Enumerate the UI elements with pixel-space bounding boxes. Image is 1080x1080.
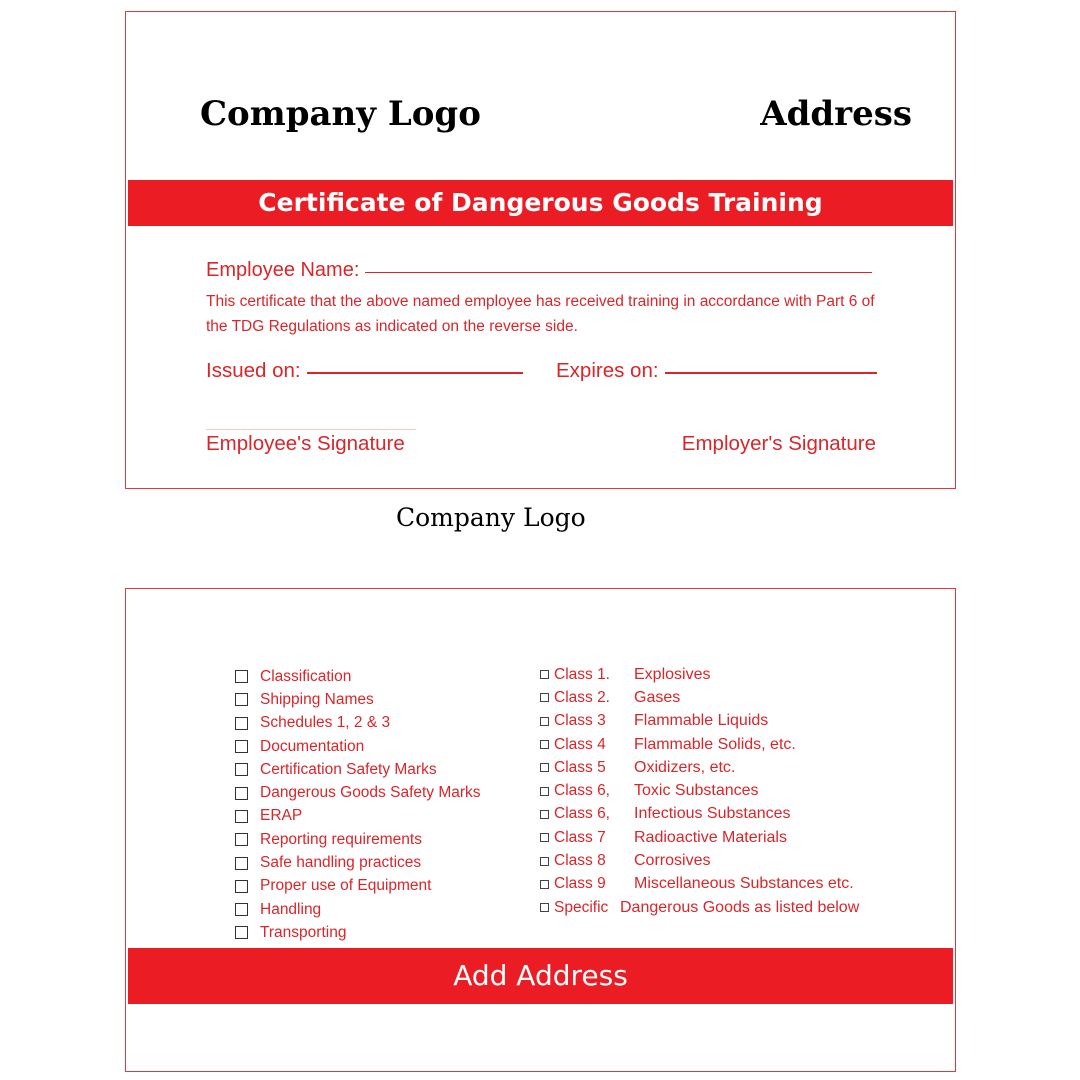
topic-label: Handling — [260, 900, 322, 918]
checkbox-icon[interactable] — [235, 717, 248, 730]
class-description: Corrosives — [634, 852, 711, 870]
topic-item[interactable] — [235, 712, 481, 735]
employee-signature-line — [206, 429, 416, 430]
company-logo-placeholder: Company Logo — [200, 94, 481, 134]
expires-on-line — [665, 372, 877, 374]
class-description: Flammable Liquids — [634, 712, 769, 730]
checkbox-icon[interactable] — [540, 763, 549, 772]
class-item[interactable] — [540, 803, 859, 826]
topic-label: Schedules 1, 2 & 3 — [260, 714, 391, 732]
class-name: Class 7 — [554, 828, 606, 846]
class-description: Toxic Substances — [634, 782, 759, 800]
training-topics-list — [235, 665, 481, 945]
employer-signature-label: Employer's Signature — [681, 432, 876, 455]
checkbox-icon[interactable] — [540, 903, 549, 912]
employee-signature-label: Employee's Signature — [206, 432, 405, 455]
checkbox-icon[interactable] — [235, 880, 248, 893]
topic-item[interactable] — [235, 921, 481, 944]
class-description: Dangerous Goods as listed below — [620, 898, 860, 916]
checkbox-icon[interactable] — [235, 763, 248, 776]
employee-name-label: Employee Name: — [206, 259, 360, 281]
checkbox-icon[interactable] — [235, 857, 248, 870]
issued-on-field[interactable] — [206, 359, 523, 383]
expires-on-field[interactable] — [556, 359, 877, 383]
checkbox-icon[interactable] — [235, 787, 248, 800]
checkbox-icon[interactable] — [540, 693, 549, 702]
class-name: Class 2. — [554, 688, 610, 706]
certificate-back — [125, 588, 956, 1072]
class-description: Flammable Solids, etc. — [634, 735, 796, 753]
class-name: Class 1. — [554, 665, 610, 683]
address-placeholder: Address — [760, 94, 912, 134]
employee-name-field[interactable] — [206, 259, 872, 282]
class-item[interactable] — [540, 873, 859, 896]
checkbox-icon[interactable] — [540, 740, 549, 749]
employee-name-line — [365, 272, 872, 273]
checkbox-icon[interactable] — [540, 717, 549, 726]
topic-item[interactable] — [235, 898, 481, 921]
topic-item[interactable] — [235, 688, 481, 711]
class-name: Class 4 — [554, 735, 606, 753]
topic-label: Classification — [260, 667, 352, 685]
certificate-front — [125, 11, 956, 489]
class-item[interactable] — [540, 779, 859, 802]
topic-label: Transporting — [260, 923, 347, 941]
class-name: Class 9 — [554, 875, 606, 893]
class-item[interactable] — [540, 896, 859, 919]
topic-label: Dangerous Goods Safety Marks — [260, 784, 481, 802]
class-item[interactable] — [540, 849, 859, 872]
checkbox-icon[interactable] — [235, 693, 248, 706]
class-description: Radioactive Materials — [634, 828, 787, 846]
class-description: Gases — [634, 688, 681, 706]
topic-item[interactable] — [235, 735, 481, 758]
checkbox-icon[interactable] — [540, 833, 549, 842]
class-item[interactable] — [540, 710, 859, 733]
class-description: Miscellaneous Substances etc. — [634, 875, 854, 893]
topic-label: Reporting requirements — [260, 830, 422, 848]
class-name: Class 6, — [554, 805, 610, 823]
issued-on-label: Issued on: — [206, 359, 301, 382]
checkbox-icon[interactable] — [235, 810, 248, 823]
topic-item[interactable] — [235, 665, 481, 688]
topic-item[interactable] — [235, 805, 481, 828]
class-description: Oxidizers, etc. — [634, 758, 736, 776]
topic-item[interactable] — [235, 781, 481, 804]
class-description: Infectious Substances — [634, 805, 791, 823]
checkbox-icon[interactable] — [235, 670, 248, 683]
class-description: Explosives — [634, 665, 711, 683]
checkbox-icon[interactable] — [235, 926, 248, 939]
topic-label: Shipping Names — [260, 690, 374, 708]
topic-label: Safe handling practices — [260, 854, 422, 872]
class-item[interactable] — [540, 686, 859, 709]
checkbox-icon[interactable] — [235, 903, 248, 916]
topic-item[interactable] — [235, 875, 481, 898]
certificate-statement: This certificate that the above named employee has received training in accordance with Part 6 of the TDG Regulations as indicated on the reverse side. — [206, 293, 875, 335]
topic-item[interactable] — [235, 828, 481, 851]
topic-label: Documentation — [260, 737, 365, 755]
class-name: Class 3 — [554, 712, 606, 730]
checkbox-icon[interactable] — [540, 810, 549, 819]
certificate-title: Certificate of Dangerous Goods Training — [128, 180, 953, 226]
topic-label: ERAP — [260, 807, 303, 825]
class-name: Class 6, — [554, 782, 610, 800]
issued-on-line — [307, 372, 523, 374]
class-name: Class 8 — [554, 852, 606, 870]
topic-label: Proper use of Equipment — [260, 877, 432, 895]
add-address-band: Add Address — [128, 948, 953, 1004]
checkbox-icon[interactable] — [540, 857, 549, 866]
topic-item[interactable] — [235, 758, 481, 781]
checkbox-icon[interactable] — [540, 787, 549, 796]
class-item[interactable] — [540, 733, 859, 756]
class-item[interactable] — [540, 756, 859, 779]
topic-item[interactable] — [235, 851, 481, 874]
expires-on-label: Expires on: — [556, 359, 659, 382]
class-item[interactable] — [540, 663, 859, 686]
checkbox-icon[interactable] — [235, 833, 248, 846]
class-item[interactable] — [540, 826, 859, 849]
class-name: Specific — [554, 898, 609, 916]
checkbox-icon[interactable] — [540, 880, 549, 889]
checkbox-icon[interactable] — [540, 670, 549, 679]
company-logo-caption: Company Logo — [396, 503, 586, 532]
class-name: Class 5 — [554, 758, 606, 776]
checkbox-icon[interactable] — [235, 740, 248, 753]
topic-label: Certification Safety Marks — [260, 760, 437, 778]
hazard-classes-list — [540, 663, 859, 919]
